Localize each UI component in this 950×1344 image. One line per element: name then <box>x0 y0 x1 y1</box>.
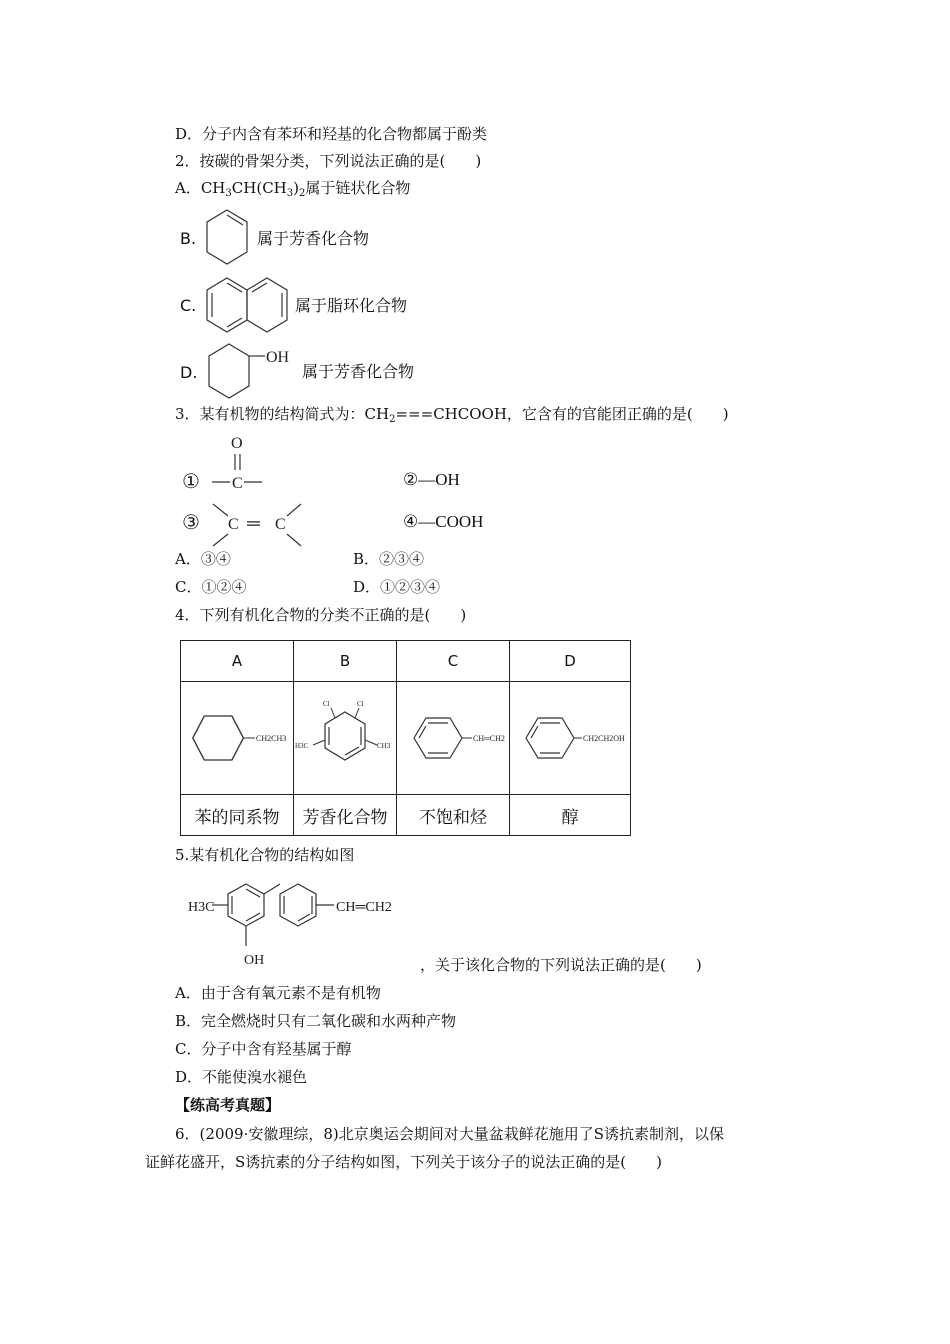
q2-option-a-sub1: 3 <box>225 188 232 199</box>
q2-stem: 2．按碳的骨架分类，下列说法正确的是( ) <box>175 152 482 170</box>
q4-header-d: D <box>510 641 631 682</box>
q4-structure-a <box>183 708 291 768</box>
q3-stem-sub: 2 <box>389 414 396 425</box>
q2-option-b-text: 属于芳香化合物 <box>257 229 370 248</box>
q5-option-c: C．分子中含有羟基属于醇 <box>175 1040 352 1058</box>
q4-structure-c-cell <box>397 682 510 795</box>
q3-g3-c1: C <box>228 516 239 533</box>
q2-option-c-letter: C. <box>180 296 197 315</box>
q4-class-a: 苯的同系物 <box>181 795 294 836</box>
q3-option-a: A．③④ <box>175 550 231 568</box>
q2-option-d-letter: D. <box>180 363 198 382</box>
q3-g3-num: ③ <box>182 512 200 534</box>
q5-stem-tail: ，关于该化合物的下列说法正确的是( ) <box>420 956 702 974</box>
q5-option-d: D．不能使溴水褪色 <box>175 1068 308 1086</box>
q3-g3-eq: ═ <box>247 513 260 533</box>
q4-structure-b-cell <box>294 682 397 795</box>
q6-line-2: 证鲜花盛开，S诱抗素的分子结构如图，下列关于该分子的说法正确的是( ) <box>145 1153 662 1171</box>
q4-d-ethanol: CH2CH2OH <box>583 734 625 743</box>
q4-b-cl-1: Cl <box>323 700 330 708</box>
q2-c-naphthalene-structure <box>205 276 295 336</box>
q5-vinyl: CH═CH2 <box>336 900 392 915</box>
q4-header-c: C <box>397 641 510 682</box>
q2-option-a-close: ) <box>293 179 299 197</box>
q4-structure-d-cell <box>510 682 631 795</box>
q2-option-a-suffix: 属于链状化合物 <box>305 179 411 197</box>
q4-table <box>180 640 631 836</box>
q2-option-a-mid: CH(CH <box>231 179 287 197</box>
q4-c-vinyl: CH═CH2 <box>473 734 505 743</box>
q5-oh: OH <box>244 953 265 968</box>
q3-stem-suffix: ===CHCOOH，它含有的官能团正确的是( ) <box>395 405 729 423</box>
q2-d-cyclohexanol-structure <box>207 342 297 404</box>
q3-g3-c2: C <box>275 516 286 533</box>
section-heading: 【练高考真题】 <box>175 1096 281 1114</box>
q2-option-c-text: 属于脂环化合物 <box>295 296 408 315</box>
q4-class-d: 醇 <box>510 795 631 836</box>
q2-option-a-sub2: 3 <box>286 188 294 199</box>
q2-option-b-letter: B. <box>180 229 197 248</box>
q5-structure <box>188 872 418 968</box>
q5-option-b: B．完全燃烧时只有二氧化碳和水两种产物 <box>175 1012 457 1030</box>
q3-option-d: D．①②③④ <box>353 578 441 596</box>
q4-class-b: 芳香化合物 <box>294 795 397 836</box>
q4-stem: 4．下列有机化合物的分类不正确的是( ) <box>175 606 467 624</box>
q3-g1-c: C <box>232 475 243 492</box>
q2-option-a-sub3: 2 <box>298 188 306 199</box>
q4-structure-b <box>295 698 395 778</box>
q4-b-cl-2: Cl <box>357 700 364 708</box>
q3-group-4: ④—COOH <box>403 512 484 531</box>
q4-structure-a-cell <box>181 682 294 795</box>
q2-d-oh: OH <box>266 349 290 366</box>
q6-line-1: 6．(2009·安徽理综，8)北京奥运会期间对大量盆栽鲜花施用了S诱抗素制剂，以保 <box>175 1125 725 1143</box>
q4-header-b: B <box>294 641 397 682</box>
q5-stem: 5.某有机化合物的结构如图 <box>175 846 355 864</box>
q4-b-h3c: H3C <box>295 742 309 750</box>
q1-option-d: D．分子内含有苯环和羟基的化合物都属于酚类 <box>175 125 488 143</box>
q4-a-ethyl: CH2CH3 <box>256 734 287 743</box>
q2-b-cyclohexene-structure <box>205 208 255 268</box>
q4-structure-c <box>398 708 508 768</box>
q3-groups-1-3 <box>180 430 330 548</box>
q2-option-d-text: 属于芳香化合物 <box>302 362 415 381</box>
q2-option-a-prefix: A．CH <box>175 179 226 197</box>
q5-h3c: H3C <box>188 900 215 915</box>
q3-stem <box>175 404 729 430</box>
q4-class-c: 不饱和烃 <box>397 795 510 836</box>
q3-group-2: ②—OH <box>403 470 460 489</box>
q3-g1-o: O <box>231 435 243 452</box>
q2-option-a <box>175 178 410 204</box>
q4-structure-d <box>512 708 628 768</box>
q3-option-b: B．②③④ <box>353 550 425 568</box>
q5-option-a: A．由于含有氧元素不是有机物 <box>175 984 381 1002</box>
q3-g1-num: ① <box>182 471 200 493</box>
q4-header-a: A <box>181 641 294 682</box>
q3-stem-prefix: 3．某有机物的结构简式为：CH <box>175 405 390 423</box>
q4-b-ch3: CH3 <box>377 742 391 750</box>
q3-option-c: C．①②④ <box>175 578 247 596</box>
